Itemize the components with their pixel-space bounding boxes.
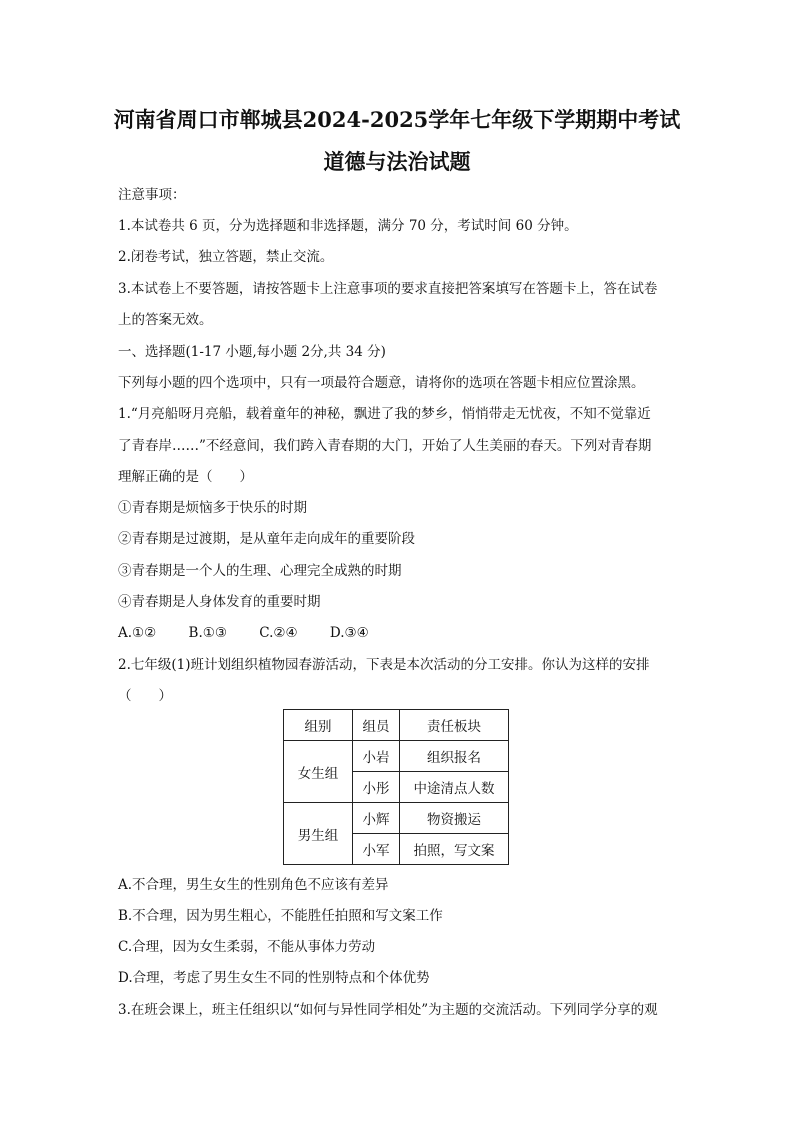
section-instruction: 下列每小题的四个选项中，只有一项最符合题意，请将你的选项在答题卡相应位置涂黑。: [118, 375, 645, 391]
duty-cell: 中途清点人数: [400, 772, 509, 803]
question-1-statement: ②青春期是过渡期，是从童年走向成年的重要阶段: [118, 531, 415, 547]
duty-cell: 拍照，写文案: [400, 834, 509, 865]
member-cell: 小辉: [353, 803, 400, 834]
question-2-stem: 2.七年级(1)班计划组织植物园春游活动，下表是本次活动的分工安排。你认为这样的安排: [118, 657, 650, 673]
section-heading: 一、选择题(1-17 小题,每小题 2分,共 34 分): [118, 344, 386, 360]
table-header-row: [284, 710, 509, 741]
question-1-stem: 理解正确的是（ ）: [118, 469, 253, 485]
member-cell: 小军: [353, 834, 400, 865]
option-a: A.①②: [118, 625, 157, 641]
notice-item: 上的答案无效。: [118, 312, 213, 328]
exam-subject-title: 道德与法治试题: [323, 149, 471, 174]
table-row: [284, 741, 509, 772]
group-cell-boys: 男生组: [284, 803, 353, 865]
member-cell: 小岩: [353, 741, 400, 772]
notice-item: 2.闭卷考试，独立答题，禁止交流。: [118, 249, 334, 265]
question-2-option: A.不合理，男生女生的性别角色不应该有差异: [118, 877, 389, 893]
question-2-option: D.合理，考虑了男生女生不同的性别特点和个体优势: [118, 970, 430, 986]
table-header: 组别: [284, 710, 353, 741]
member-cell: 小彤: [353, 772, 400, 803]
option-b: B.①③: [188, 625, 227, 641]
question-3-stem: 3.在班会课上，班主任组织以“如何与异性同学相处”为主题的交流活动。下列同学分享的观: [118, 1002, 658, 1018]
question-2-option: C.合理，因为女生柔弱，不能从事体力劳动: [118, 939, 376, 955]
notice-item: 3.本试卷上不要答题，请按答题卡上注意事项的要求直接把答案填写在答题卡上，答在试卷: [118, 281, 658, 297]
group-cell-girls: 女生组: [284, 741, 353, 803]
table-header: 责任板块: [400, 710, 509, 741]
duty-table: [283, 709, 509, 865]
question-2-stem: （ ）: [118, 688, 172, 704]
exam-title: 河南省周口市郸城县2024-2025学年七年级下学期期中考试: [113, 107, 681, 132]
duty-cell: 物资搬运: [400, 803, 509, 834]
option-c: C.②④: [259, 625, 298, 641]
table-header: 组员: [353, 710, 400, 741]
question-1-statement: ④青春期是人身体发育的重要时期: [118, 594, 321, 610]
question-2-option: B.不合理，因为男生粗心，不能胜任拍照和写文案工作: [118, 908, 443, 924]
notice-item: 1.本试卷共 6 页，分为选择题和非选择题，满分 70 分，考试时间 60 分钟。: [118, 218, 578, 234]
table-row: [284, 803, 509, 834]
question-1-statement: ①青春期是烦恼多于快乐的时期: [118, 500, 307, 516]
question-1-stem: 了青春岸……”不经意间，我们跨入青春期的大门，开始了人生美丽的春天。下列对青春期: [118, 438, 652, 454]
duty-cell: 组织报名: [400, 741, 509, 772]
question-1-stem: 1.“月亮船呀月亮船，载着童年的神秘，飘进了我的梦乡，悄悄带走无忧夜，不知不觉靠近: [118, 406, 651, 422]
notice-heading: 注意事项：: [118, 187, 186, 203]
question-1-statement: ③青春期是一个人的生理、心理完全成熟的时期: [118, 563, 402, 579]
option-d: D.③④: [329, 625, 369, 641]
question-1-options: [118, 624, 678, 642]
